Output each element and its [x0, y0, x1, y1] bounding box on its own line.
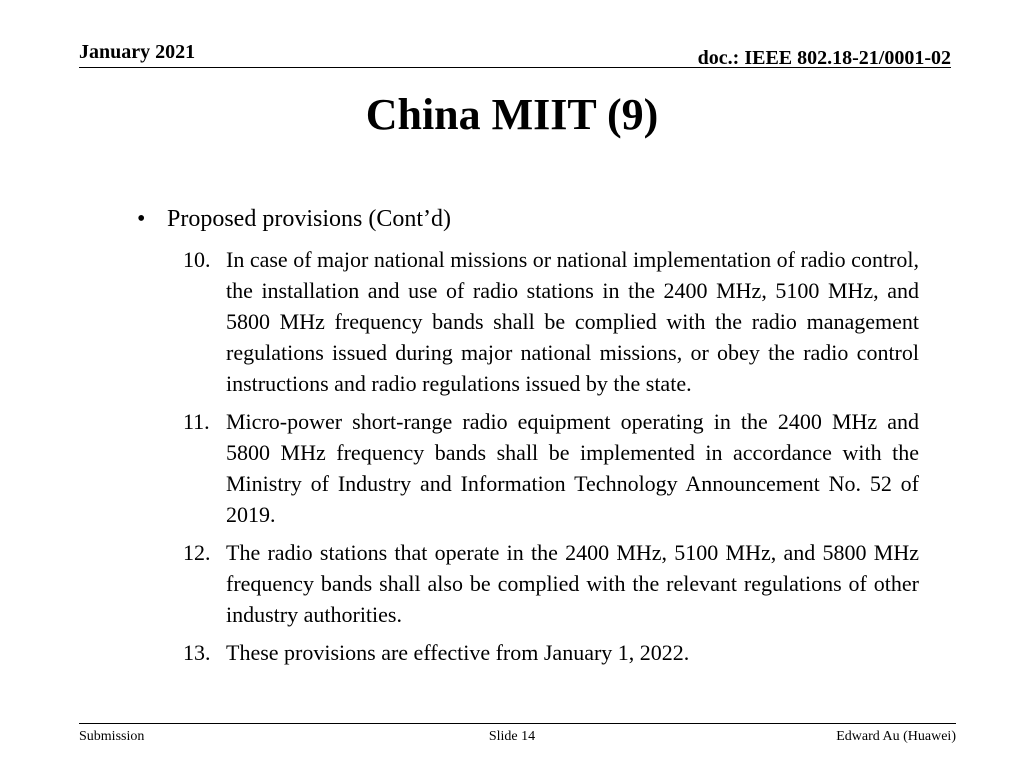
list-item — [183, 406, 919, 530]
list-item-text: These provisions are effective from January 1, 2022. — [226, 640, 690, 665]
list-item-text: In case of major national missions or national implementation of radio control, the installation and use of radio stations in the 2400 MHz, 5100 MHz, and 5800 MHz frequency bands shall be complied with the radio management regulations issued during major national missions, or obey the radio control instructions and radio regulations issued by the state. — [226, 247, 919, 396]
list-item-text: Micro-power short-range radio equipment operating in the 2400 MHz and 5800 MHz frequency bands shall be implemented in accordance with the Ministry of Industry and Information Technology Announcement No. 52 of 2019. — [226, 409, 919, 527]
list-item-text: The radio stations that operate in the 2400 MHz, 5100 MHz, and 5800 MHz frequency bands shall also be complied with the relevant regulations of other industry authorities. — [226, 540, 919, 627]
bullet-text: Proposed provisions (Cont’d) — [167, 206, 451, 232]
list-item — [183, 537, 919, 630]
list-item-number: 11. — [183, 409, 210, 434]
header-date: January 2021 — [79, 41, 196, 63]
provisions-list — [183, 244, 919, 675]
footer-slide-number: Slide 14 — [488, 729, 536, 744]
bullet-glyph: • — [137, 206, 146, 232]
header-divider — [79, 67, 951, 68]
list-item-number: 12. — [183, 540, 211, 565]
footer-submission: Submission — [79, 729, 145, 744]
list-item — [183, 637, 919, 668]
header-doc-id: doc.: IEEE 802.18-21/0001-02 — [697, 47, 951, 69]
slide-title: China MIIT (9) — [365, 90, 659, 139]
list-item — [183, 244, 919, 399]
list-item-number: 13. — [183, 640, 211, 665]
footer-divider — [79, 723, 956, 724]
footer-author: Edward Au (Huawei) — [836, 729, 956, 744]
list-item-number: 10. — [183, 247, 211, 272]
bullet-item — [137, 204, 451, 234]
